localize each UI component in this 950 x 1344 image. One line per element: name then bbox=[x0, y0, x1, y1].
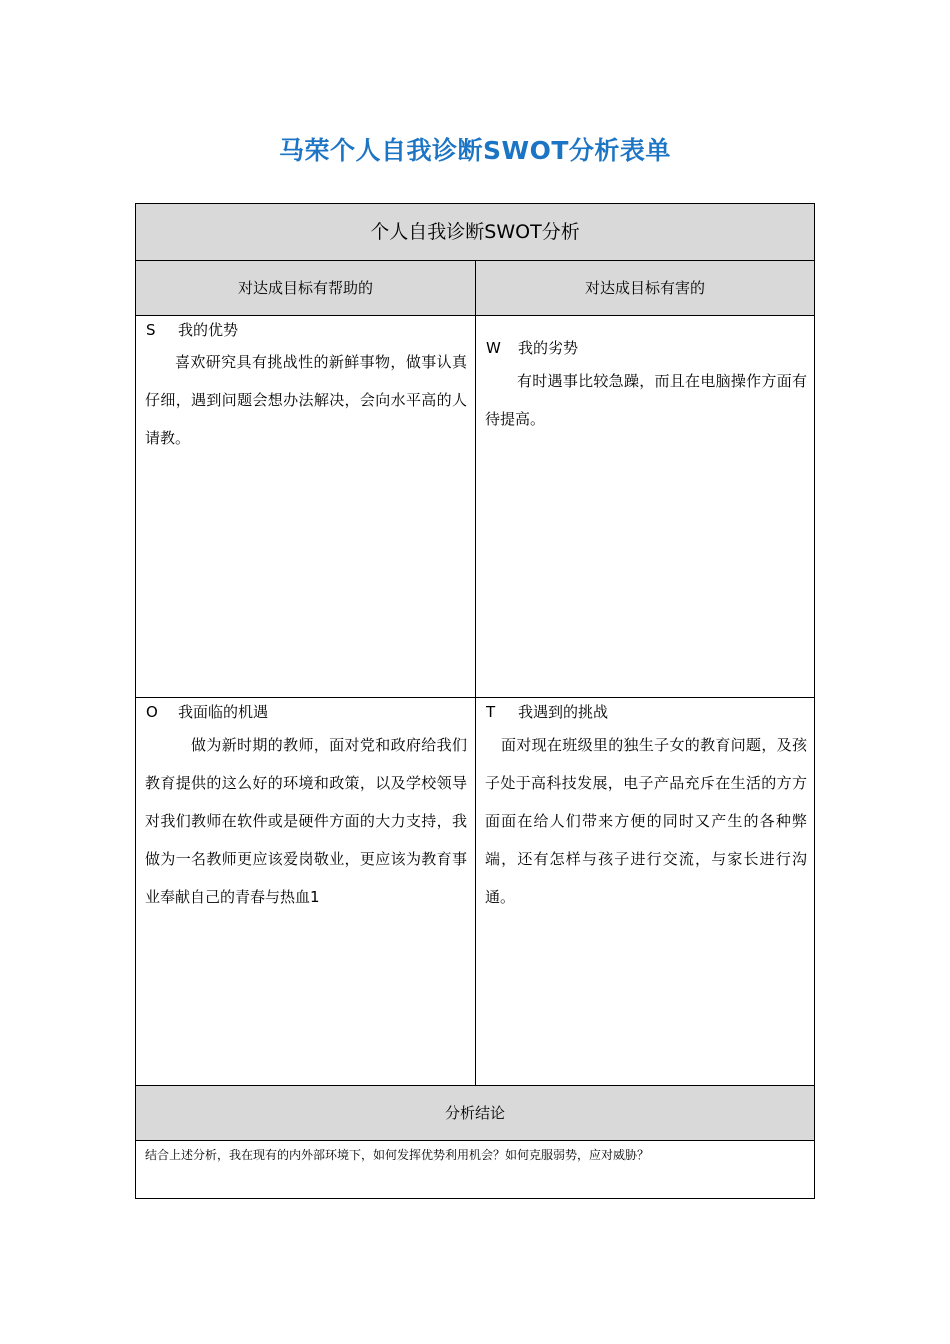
strengths-letter: S bbox=[146, 321, 156, 339]
column-header-harmful: 对达成目标有害的 bbox=[476, 261, 814, 315]
conclusion-heading: 分析结论 bbox=[136, 1086, 814, 1140]
column-header-helpful: 对达成目标有帮助的 bbox=[136, 261, 475, 315]
document-title: 马荣个人自我诊断SWOT分析表单 bbox=[279, 136, 671, 165]
divider bbox=[136, 1085, 814, 1086]
opportunities-label: 我面临的机遇 bbox=[178, 703, 269, 721]
threats-text: 面对现在班级里的独生子女的教育问题，及孩子处于高科技发展，电子产品充斥在生活的方方面面在给人们带来方便的同时又产生的各种弊端，还有怎样与孩子进行交流，与家长进行沟通。 bbox=[485, 736, 807, 906]
strengths-heading bbox=[146, 319, 238, 341]
strengths-label: 我的优势 bbox=[178, 321, 239, 339]
weaknesses-label: 我的劣势 bbox=[518, 339, 579, 357]
threats-label: 我遇到的挑战 bbox=[518, 703, 609, 721]
divider bbox=[136, 1140, 814, 1141]
swot-table-title: 个人自我诊断SWOT分析 bbox=[136, 204, 814, 260]
divider bbox=[475, 260, 476, 1085]
conclusion-text: 结合上述分析，我在现有的内外部环境下，如何发挥优势利用机会？如何克服弱势，应对威胁？ bbox=[145, 1148, 650, 1162]
weaknesses-text: 有时遇事比较急躁，而且在电脑操作方面有待提高。 bbox=[485, 372, 807, 428]
weaknesses-heading bbox=[486, 337, 578, 359]
threats-heading bbox=[486, 701, 608, 723]
strengths-cell bbox=[136, 316, 475, 697]
strengths-text: 喜欢研究具有挑战性的新鲜事物，做事认真仔细，遇到问题会想办法解决，会向水平高的人请教。 bbox=[145, 353, 467, 447]
threats-cell bbox=[476, 698, 814, 1085]
threats-letter: T bbox=[486, 703, 496, 721]
weaknesses-letter: W bbox=[486, 339, 501, 357]
opportunities-cell bbox=[136, 698, 475, 1085]
weaknesses-cell bbox=[476, 316, 814, 697]
swot-table bbox=[135, 203, 815, 1199]
opportunities-heading bbox=[146, 701, 268, 723]
opportunities-letter: O bbox=[146, 703, 158, 721]
opportunities-text: 做为新时期的教师，面对党和政府给我们教育提供的这么好的环境和政策，以及学校领导对我们教师在软件或是硬件方面的大力支持，我做为一名教师更应该爱岗敬业，更应该为教育事业奉献自己的青春与热血1 bbox=[145, 736, 467, 906]
